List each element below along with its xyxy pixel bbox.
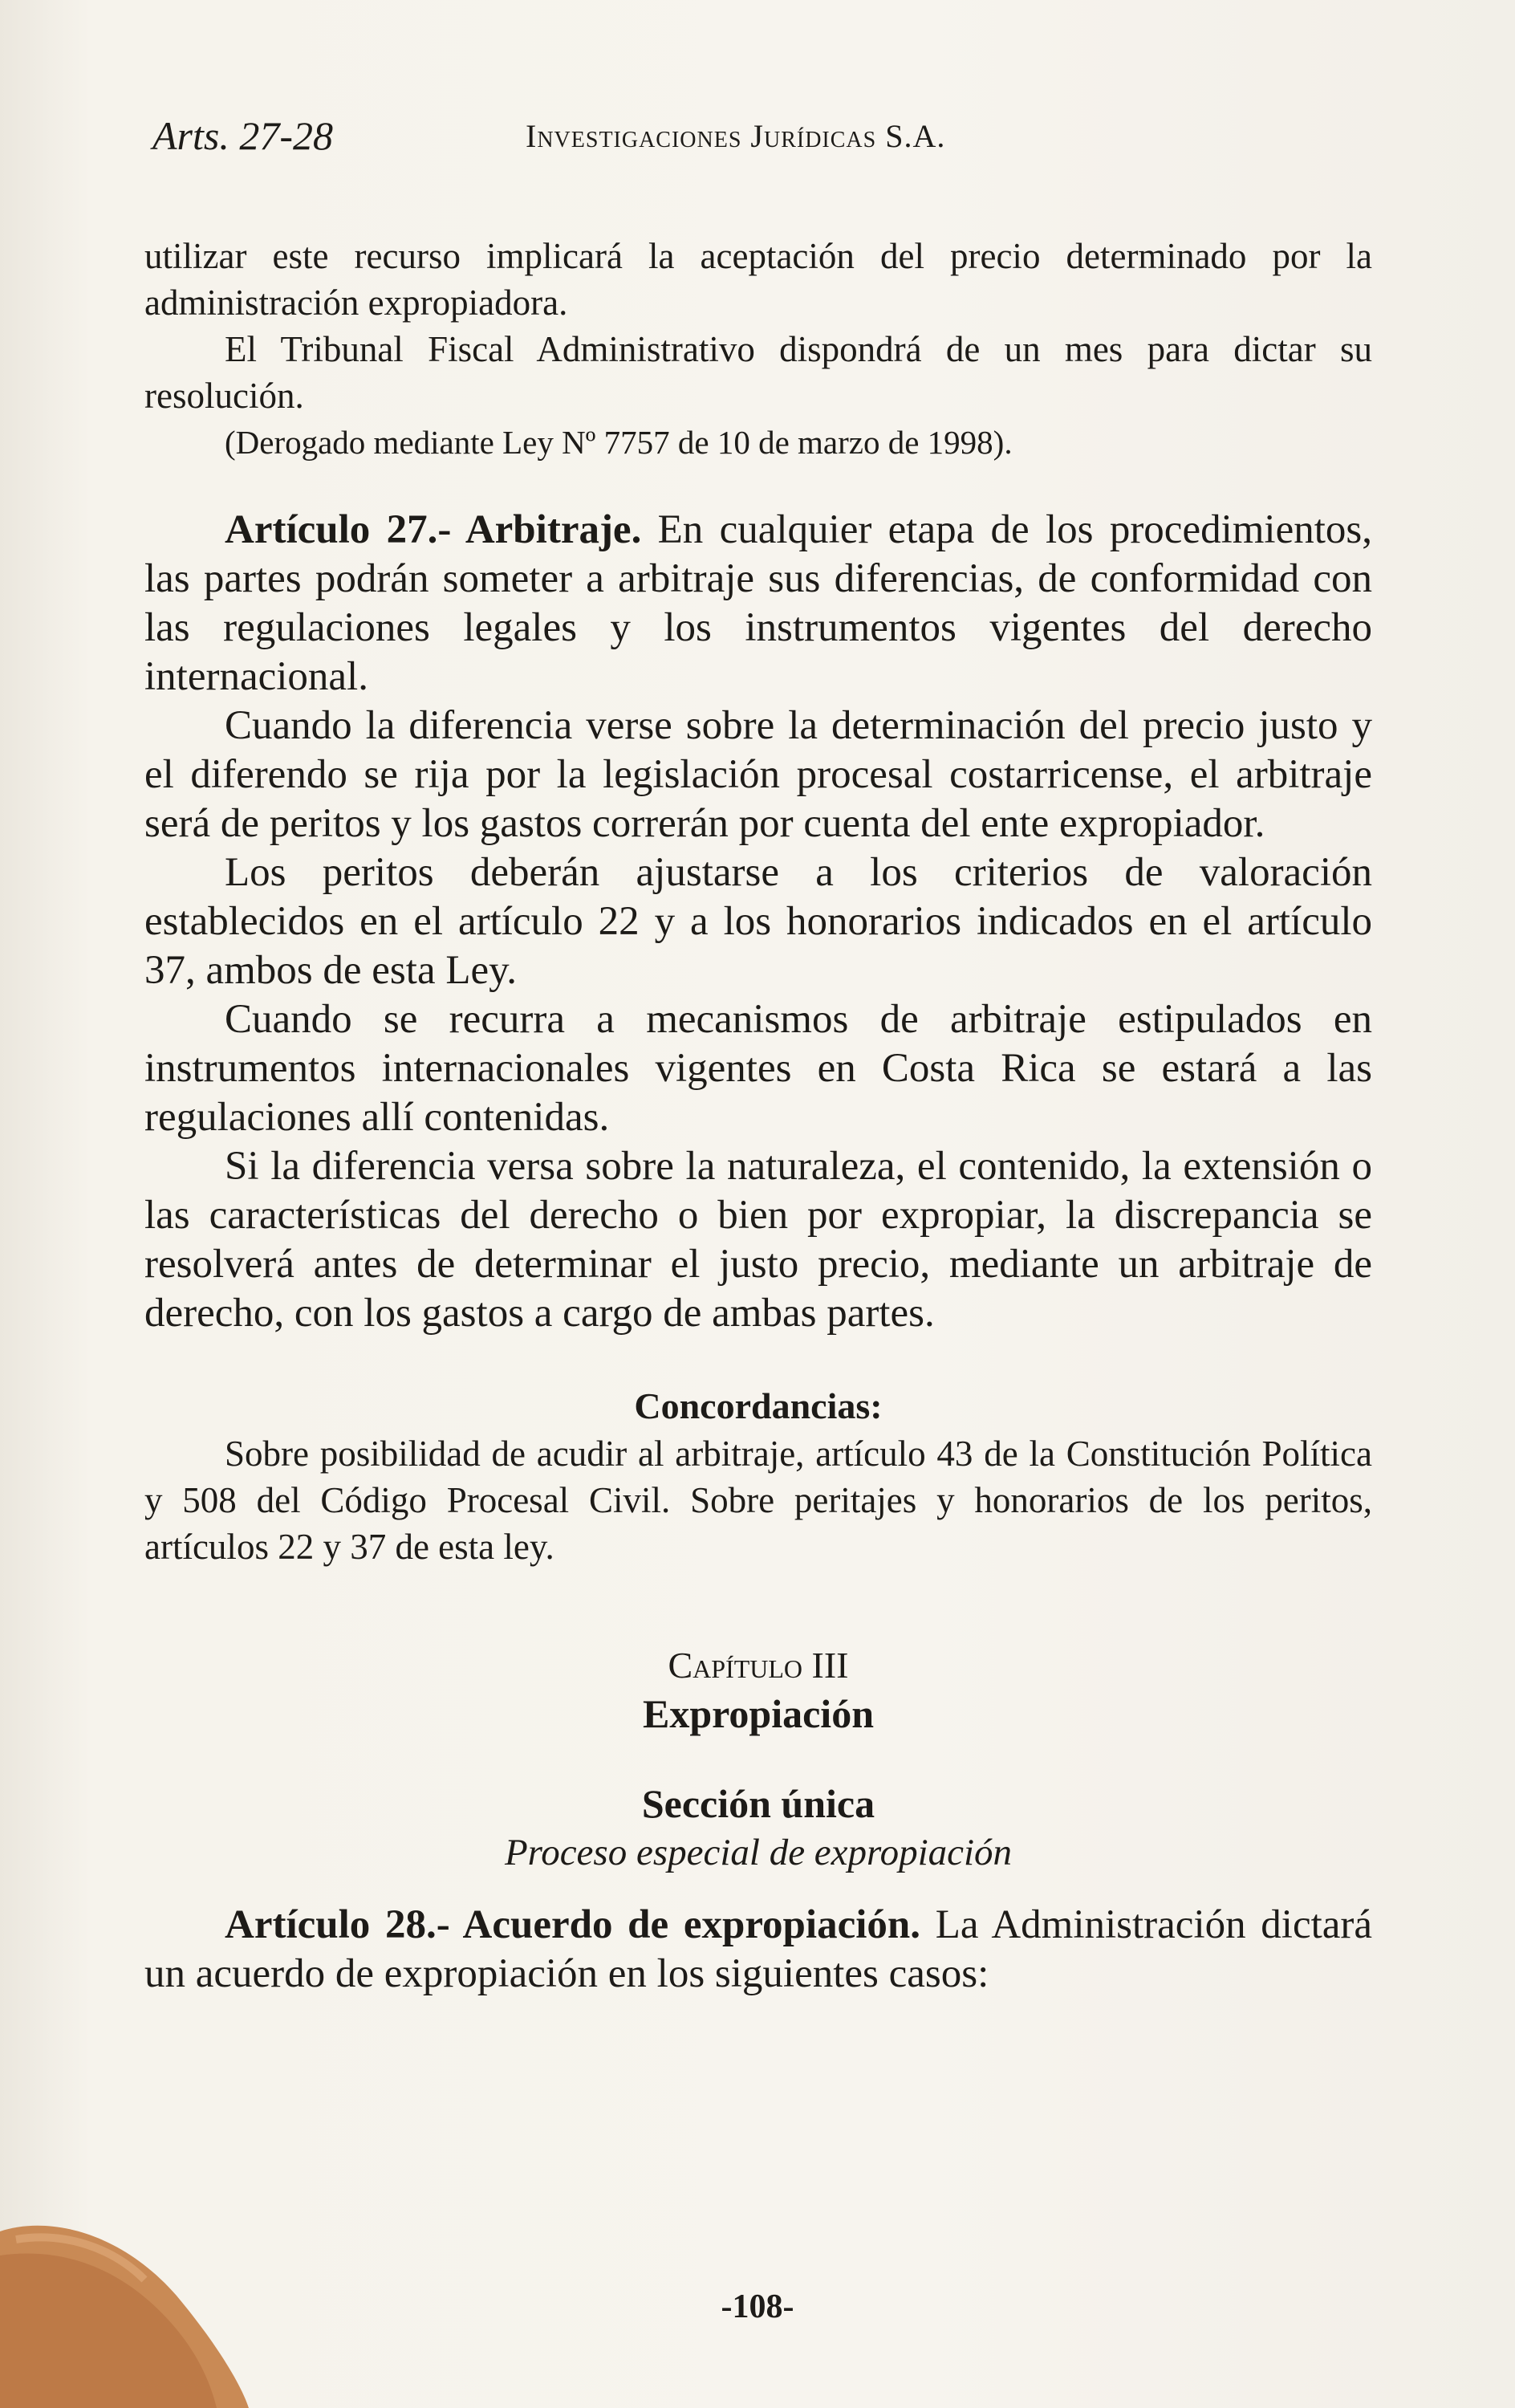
- running-header: [144, 112, 1380, 177]
- article-27-text-1: En cualquier etapa de los procedimientos, las partes podrán someter a arbitraje sus diferencias, de conformidad con las regulaciones legales y los instrumentos vigentes del derecho internacional.: [144, 507, 1372, 699]
- article-28-heading: Artículo 28.- Acuerdo de expropiación.: [225, 1902, 921, 1947]
- page-number: -108-: [721, 2288, 794, 2325]
- article-28-paragraph: [144, 1901, 1372, 1999]
- derogation-note: (Derogado mediante Ley Nº 7757 de 10 de marzo de 1998).: [225, 424, 1013, 461]
- intro-paragraph-1: utilizar este recurso implicará la aceptación del precio determinado por la administración expropiadora.: [144, 236, 1372, 323]
- article-28-text: La Administración dictará un acuerdo de expropiación en los siguientes casos:: [144, 1902, 1373, 1996]
- thumb-shape: [0, 2183, 257, 2408]
- article-27-paragraph-3: Los peritos deberán ajustarse a los criterios de valoración establecidos en el artículo 22 y a los honorarios indicados en el artículo 37, ambos de esta Ley.: [144, 850, 1372, 993]
- section-subtitle: Proceso especial de expropiación: [504, 1832, 1013, 1873]
- article-27-paragraph-2: Cuando la diferencia verse sobre la determinación del precio justo y el diferendo se rija por la legislación procesal costarricense, el arbitraje será de peritos y los gastos correrán por cuenta del ente expropiador.: [144, 703, 1372, 846]
- section-title: Sección única: [641, 1781, 875, 1826]
- page-body: [144, 233, 1372, 1999]
- concordancias-title: Concordancias:: [634, 1385, 883, 1426]
- article-27-heading: Artículo 27.- Arbitraje.: [225, 507, 642, 552]
- chapter-label: Capítulo III: [668, 1645, 849, 1686]
- article-27-paragraph-5: Si la diferencia versa sobre la naturaleza, el contenido, la extensión o las características del derecho o bien por expropiar, la discrepancia se resolverá antes de determinar el justo precio, mediante un arbitraje de derecho, con los gastos a cargo de ambas partes.: [144, 1144, 1372, 1336]
- intro-paragraph-2: El Tribunal Fiscal Administrativo dispondrá de un mes para dictar su resolución.: [144, 329, 1372, 416]
- article-27-paragraph-1: [144, 506, 1372, 702]
- article-27-paragraph-4: Cuando se recurra a mecanismos de arbitraje estipulados en instrumentos internacionales vigentes en Costa Rica se estará a las regulaciones allí contenidas.: [144, 997, 1372, 1140]
- chapter-title: Expropiación: [642, 1691, 875, 1736]
- article-range: Arts. 27-28: [152, 113, 333, 158]
- publisher-name: Investigaciones Jurídicas S.A.: [526, 118, 946, 154]
- concordancias-text: Sobre posibilidad de acudir al arbitraje, artículo 43 de la Constitución Política y 508 del Código Procesal Civil. Sobre peritajes y honorarios de los peritos, artículos 22 y 37 de esta ley.: [144, 1434, 1372, 1567]
